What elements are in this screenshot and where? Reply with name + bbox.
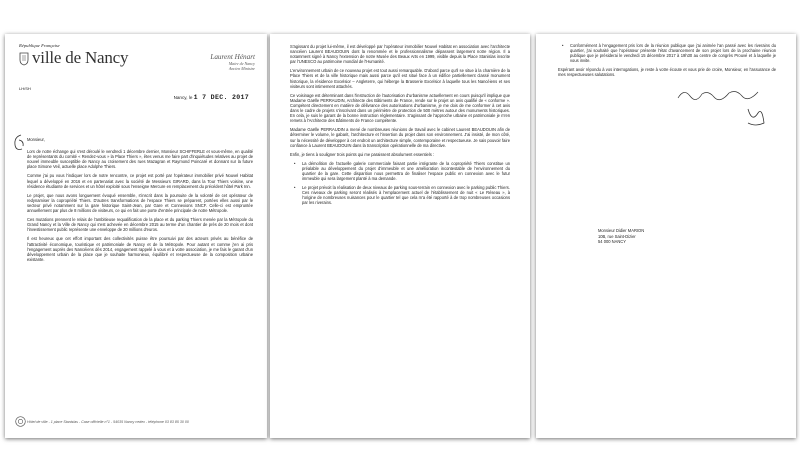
letter-body-page-3 — [558, 43, 776, 82]
bullet-item: • Conformément à l'engagement pris lors de la réunion publique que j'ai animée l'an passé avec les riverains du quartier, j'ai souhaité que l'opérateur présente l'état d'avancement de son projet lors de la prochaine réunion publique que je présiderai le vendredi 15 décembre 2017 à 19h30 au centre de congrès Prouvé et à laquelle je vous invite. — [558, 43, 776, 63]
reference-code: LH/SH — [19, 86, 31, 91]
recipient-name: Monsieur Didier MARION — [598, 228, 645, 233]
body-paragraph: Comme j'ai pu vous l'indiquer lors de notre rencontre, ce projet est porté par l'opérateur immobilier privé Nouvel Habitat lequel a développé en 2016 et en partenariat avec la société de Messieurs GIRARD, dans la Tour Thiers voisine, une résidence étudiante de services et un hôtel exploité sous l'enseigne Mercure en remplacement du précédent hôtel Park Inn. — [27, 173, 253, 189]
letter-page-1 — [5, 34, 267, 438]
recipient-city: 54 000 NANCY — [598, 239, 626, 245]
letter-page-3 — [536, 34, 796, 438]
body-paragraph: Il est heureux que cet effort important des collectivités puisse être poursuivi par des acteurs privés au bénéfice de l'attractivité économique, touristique et patrimoniale de Nancy et de la Métropole. Pour autant et comme j'en ai pris l'engagement auprès des Nancéiens dès 2014, engagement rappelé à vous et à votre association, je me fais le garant d'un développement urbain de la place que je souhaite harmonieux, équilibré et respectueuse de la composition urbaine existante. — [27, 236, 253, 262]
closing-paragraph: Espérant avoir répondu à vos interrogations, je reste à votre écoute et vous prie de croire, Monsieur, en l'assurance de mes respectueuses salutations. — [558, 67, 776, 78]
nancy-crest-icon — [19, 52, 29, 66]
body-paragraph: S'agissant du projet lui-même, il est développé par l'opérateur immobilier Nouvel Habitat en association avec l'architecte nancéien Laurent BEAUDOUIN dont la renommée et le professionnalisme dépassent largement notre région. Il a notamment signé à Nancy l'extension de notre Musée des Beaux Arts en 1999, visible depuis la Place Stanislas inscrite par l'UNESCO au patrimoine mondial de l'Humanité. — [290, 44, 510, 65]
signature-icon — [674, 84, 774, 106]
body-paragraph: Madame Gaëlle PERRAUDIN a mené de nombreuses réunions de travail avec le cabinet Laurent BEAUDOUIN afin de déterminer le volume, le gabarit, l'architecture et l'insertion du projet dans son environnement. J'ai insisté, de mon côté, sur la nécessité de développer à cet endroit un architecture simple, contemporaine et respectueuse. Je sais pouvoir faire confiance à Laurent BEAUDOUIN dans la transcription opérationnelle de ma directive. — [290, 127, 510, 148]
mayor-block — [210, 53, 255, 71]
date-stamp: 1 7 DEC. 2017 — [193, 94, 249, 101]
body-paragraph: L'environnement urbain de ce nouveau projet est tout aussi remarquable. D'abord parce qu'il se situe à la charnière de la Place Thiers et de la ville historique mais aussi parce qu'il est situé face à un édifice partiellement classé monument historique, la résidence Excelsior – Angleterre, qui héberge la Brasserie Excelsior à laquelle tous les Nancéiens et ses visiteurs sont intimement attachés. — [290, 68, 510, 89]
recipient-street: 10B, rue Saint-Dizier — [598, 233, 636, 239]
signature-flourish-icon — [744, 105, 768, 129]
letter-footer: Hôtel de ville - 1 place Stanislas - Case officielle n°1 - 54035 Nancy cedex - téléphone 03 83 85 30 00 — [27, 420, 189, 424]
body-paragraph: Ce voisinage est déterminant dans l'instruction de l'autorisation d'urbanisme actuellement en cours puisqu'il implique que Madame Gaëlle PERRAUDIN, Architecte des Bâtiments de France, rende sur le projet un avis qualifié de « conforme ». Compétent directement en matière de délivrance des autorisations d'urbanisme, je me dois de me conformer à cet avis dans le cadre de projets s'inscrivant dans un périmètre de protection de 500 mètres autour des monuments historiques. En cela, je suis le garant de la bonne instruction réglementaire. S'agissant de l'approche urbaine et patrimoniale je m'en remets à l'Architecte des Bâtiments de France compétente. — [290, 92, 510, 124]
bullet-item: • Le projet prévoit la réalisation de deux niveaux de parking sous-terrain en connexion avec le parking public Thiers. Ces niveaux de parking seront réalisés à l'emplacement actuel de l'établissement de nuit « Le Réseau », à l'origine de nombreuses nuisances pour le quartier tel que cela m'a été rapporté à de trop nombreuses occasions par les riverains. — [290, 185, 510, 205]
date-prefix: Nancy, le — [173, 95, 193, 100]
city-logo-text: ville de Nancy — [32, 48, 129, 67]
recipient-address — [598, 228, 644, 245]
mayor-role: Ancien Ministre — [228, 66, 255, 71]
body-paragraph: Lors de notre échange qui s'est déroulé le vendredi 1 décembre dernier, Monsieur SCHIFFERLE et vous-même, en qualité de représentants du comité « Rendez-vous » la Place Thiers », êtes venus me faire part d'inquiétudes relatives au projet de nouvel immeuble susceptible de Nancy au croisement des rues Mazagran et Raymond Poincaré et donnant sur la future place Simone Veil, actuelle place Adolphe Thiers. — [27, 149, 253, 170]
letter-body-page-1 — [27, 137, 253, 266]
republic-label: République Française — [19, 43, 60, 48]
mayor-role: Maire de Nancy — [228, 61, 255, 66]
letter-body-page-2 — [290, 44, 510, 210]
body-paragraph: Le projet, que nous avons longuement évoqué ensemble, s'inscrit dans la poursuite de la volonté de cet opérateur de redynamiser la copropriété Thiers. D'autres transformations de l'espace Thiers se préparent, portées elles aussi par le secteur privé notamment sur la gare historique Saint-Jean, par Gare et Connexions SNCF. Celle-ci est empruntée annuellement par plus de 8 millions de visiteurs, ce qui en fait une porte d'entrée principale de notre Métropole. — [27, 192, 253, 214]
footer-seal-icon — [15, 416, 26, 427]
date-line — [174, 94, 249, 101]
body-paragraph: Enfin, je tiens à souligner trois points qui me paraissent absolument essentiels : — [290, 151, 435, 157]
handwritten-initial-icon — [11, 132, 27, 154]
bullet-item: • La démolition de l'actuelle galerie commerciale faisant partie intégrante de la copropriété Thiers constitue un préalable au développement du projet d'immeuble et une amélioration incontestable de l'environnement du quartier de la gare. Cette disparition nous permettra de finaliser l'espace public en connexion avec le futur immeuble qui sera largement planté à ma demande. — [290, 161, 510, 181]
salutation: Monsieur, — [27, 137, 45, 142]
body-paragraph: Ces mutations prennent le relais de l'ambitieuse requalification de la place et du parking Thiers menée par la Métropole du Grand Nancy et la Ville de Nancy qui s'est achevée en décembre 2015 au terme d'un chantier de près de 20 mois et dont l'investissement public représente une enveloppe de 20 millions d'euros. — [27, 217, 253, 233]
letter-page-2 — [270, 34, 530, 438]
mayor-name: Laurent Hénart — [210, 53, 255, 61]
